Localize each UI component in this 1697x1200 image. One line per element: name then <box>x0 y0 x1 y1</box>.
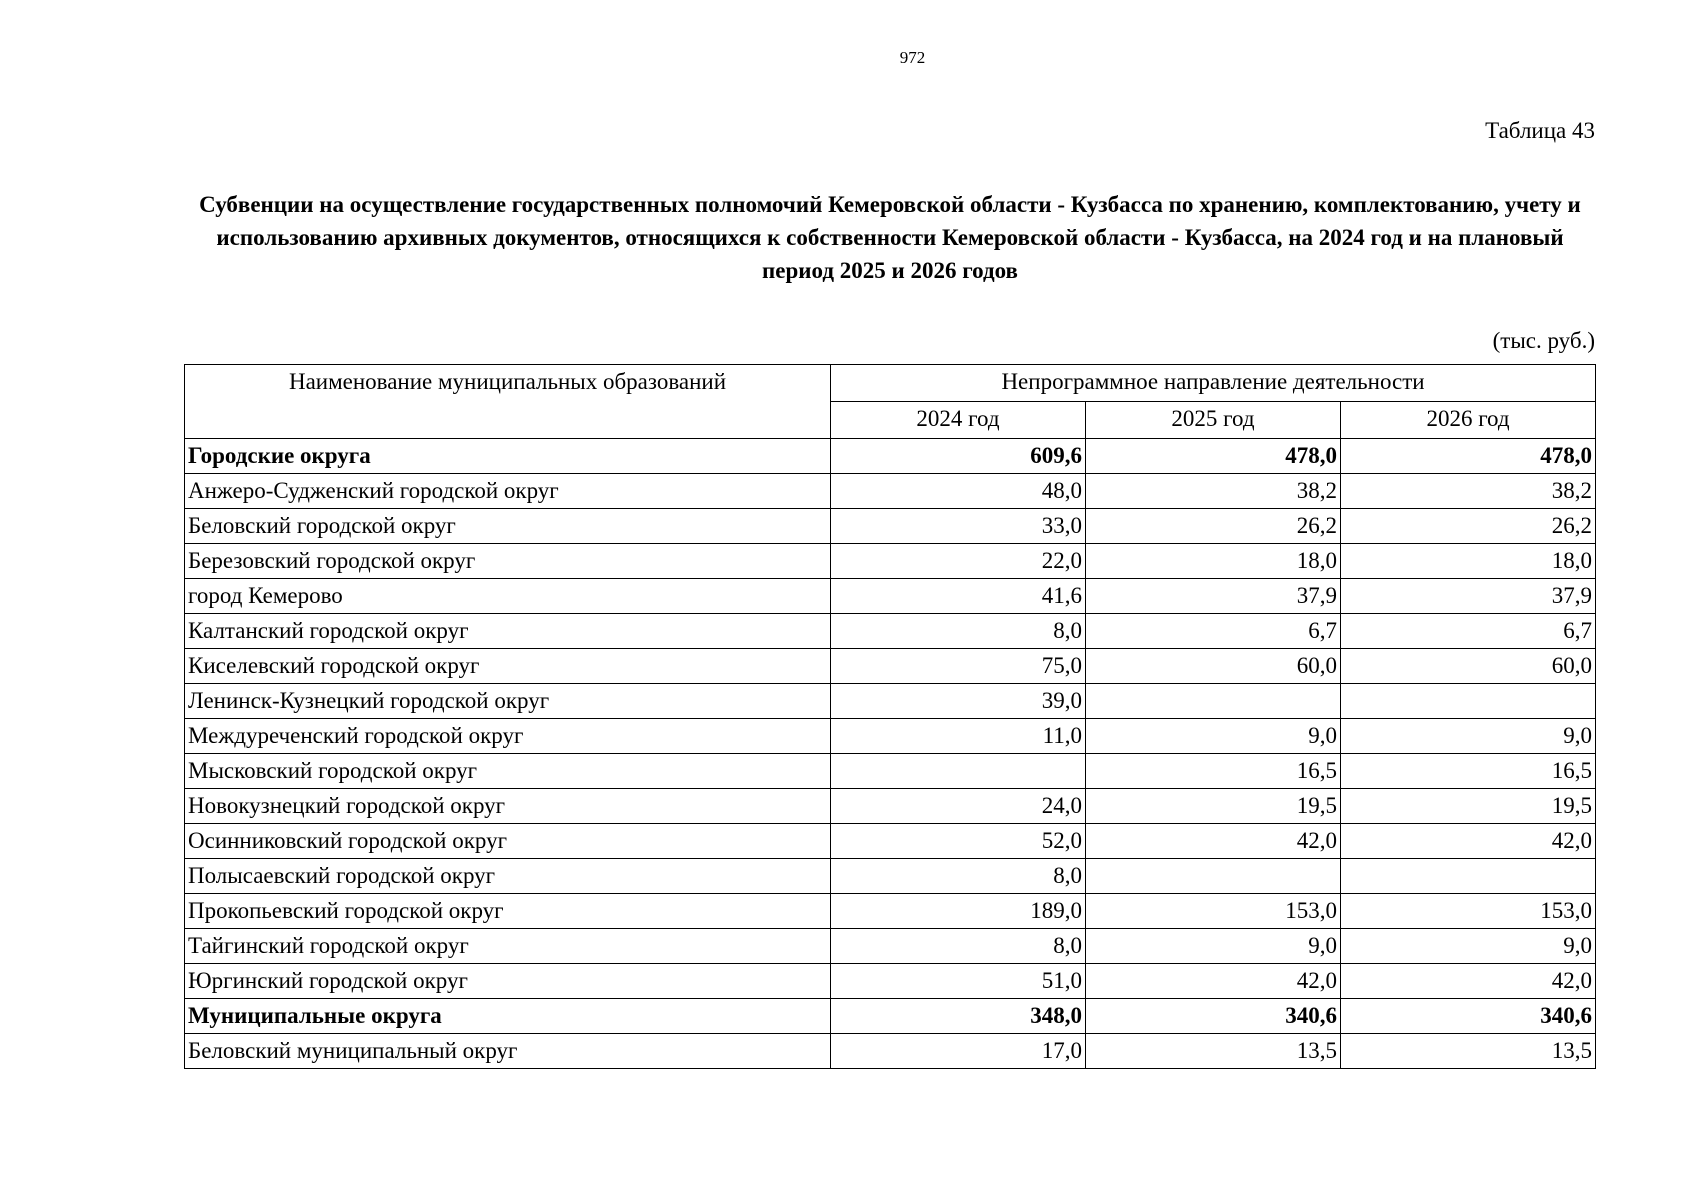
value-2026-cell: 18,0 <box>1341 544 1596 579</box>
municipality-name-cell: Осинниковский городской округ <box>185 824 831 859</box>
municipality-name-cell: Беловский муниципальный округ <box>185 1034 831 1069</box>
column-header-2026: 2026 год <box>1341 402 1596 439</box>
column-header-2024: 2024 год <box>831 402 1086 439</box>
value-2026-cell: 13,5 <box>1341 1034 1596 1069</box>
table-row <box>185 999 1596 1034</box>
value-2025-cell: 37,9 <box>1086 579 1341 614</box>
column-header-municipality: Наименование муниципальных образований <box>185 365 831 439</box>
table-row <box>185 649 1596 684</box>
table-row <box>185 929 1596 964</box>
value-2025-cell: 60,0 <box>1086 649 1341 684</box>
value-2024-cell: 39,0 <box>831 684 1086 719</box>
municipality-name-cell: Тайгинский городской округ <box>185 929 831 964</box>
value-2024-cell: 348,0 <box>831 999 1086 1034</box>
value-2025-cell: 19,5 <box>1086 789 1341 824</box>
municipality-name-cell: Киселевский городской округ <box>185 649 831 684</box>
value-2024-cell <box>831 754 1086 789</box>
subvention-table <box>184 364 1596 1069</box>
value-2026-cell: 153,0 <box>1341 894 1596 929</box>
table-row <box>185 754 1596 789</box>
table-row <box>185 1034 1596 1069</box>
municipality-name-cell: город Кемерово <box>185 579 831 614</box>
table-row <box>185 684 1596 719</box>
municipality-name-cell: Юргинский городской округ <box>185 964 831 999</box>
column-header-2025: 2025 год <box>1086 402 1341 439</box>
value-2026-cell: 38,2 <box>1341 474 1596 509</box>
value-2024-cell: 609,6 <box>831 439 1086 474</box>
municipality-name-cell: Прокопьевский городской округ <box>185 894 831 929</box>
value-2026-cell: 42,0 <box>1341 964 1596 999</box>
value-2025-cell: 18,0 <box>1086 544 1341 579</box>
municipality-name-cell: Беловский городской округ <box>185 509 831 544</box>
table-row <box>185 789 1596 824</box>
value-2026-cell: 16,5 <box>1341 754 1596 789</box>
table-row <box>185 719 1596 754</box>
municipality-name-cell: Ленинск-Кузнецкий городской округ <box>185 684 831 719</box>
value-2024-cell: 33,0 <box>831 509 1086 544</box>
value-2025-cell: 9,0 <box>1086 929 1341 964</box>
value-2024-cell: 8,0 <box>831 614 1086 649</box>
value-2024-cell: 41,6 <box>831 579 1086 614</box>
value-2026-cell: 60,0 <box>1341 649 1596 684</box>
value-2024-cell: 75,0 <box>831 649 1086 684</box>
value-2025-cell: 16,5 <box>1086 754 1341 789</box>
value-2025-cell: 42,0 <box>1086 964 1341 999</box>
value-2026-cell: 478,0 <box>1341 439 1596 474</box>
value-2024-cell: 52,0 <box>831 824 1086 859</box>
value-2025-cell: 13,5 <box>1086 1034 1341 1069</box>
municipality-name-cell: Муниципальные округа <box>185 999 831 1034</box>
value-2024-cell: 11,0 <box>831 719 1086 754</box>
table-body <box>185 439 1596 1069</box>
value-2024-cell: 8,0 <box>831 929 1086 964</box>
municipality-name-cell: Калтанский городской округ <box>185 614 831 649</box>
value-2026-cell: 9,0 <box>1341 929 1596 964</box>
units-label: (тыс. руб.) <box>1492 328 1595 353</box>
municipality-name-cell: Новокузнецкий городской округ <box>185 789 831 824</box>
value-2025-cell: 153,0 <box>1086 894 1341 929</box>
value-2025-cell: 9,0 <box>1086 719 1341 754</box>
value-2026-cell: 26,2 <box>1341 509 1596 544</box>
value-2026-cell <box>1341 859 1596 894</box>
municipality-name-cell: Полысаевский городской округ <box>185 859 831 894</box>
table-row <box>185 894 1596 929</box>
municipality-name-cell: Березовский городской округ <box>185 544 831 579</box>
value-2024-cell: 189,0 <box>831 894 1086 929</box>
table-row <box>185 439 1596 474</box>
table-row <box>185 614 1596 649</box>
value-2026-cell: 19,5 <box>1341 789 1596 824</box>
table-row <box>185 509 1596 544</box>
value-2025-cell <box>1086 859 1341 894</box>
value-2025-cell: 6,7 <box>1086 614 1341 649</box>
municipality-name-cell: Анжеро-Судженский городской округ <box>185 474 831 509</box>
table-row <box>185 474 1596 509</box>
table-row <box>185 964 1596 999</box>
value-2026-cell: 9,0 <box>1341 719 1596 754</box>
municipality-name-cell: Междуреченский городской округ <box>185 719 831 754</box>
table-row <box>185 579 1596 614</box>
table-row <box>185 544 1596 579</box>
document-title: Субвенции на осуществление государственных полномочий Кемеровской области - Кузбасса по хранению, комплектованию, учету и использованию архивных документов, относящихся к собственности Кемеровской области - Кузбасса, на 2024 год и на плановый период 2025 и 2026 годов <box>199 192 1581 283</box>
page-number: 972 <box>899 48 926 67</box>
table-row <box>185 859 1596 894</box>
value-2026-cell: 6,7 <box>1341 614 1596 649</box>
column-header-group: Непрограммное направление деятельности <box>831 365 1596 402</box>
value-2026-cell: 340,6 <box>1341 999 1596 1034</box>
value-2024-cell: 17,0 <box>831 1034 1086 1069</box>
municipality-name-cell: Городские округа <box>185 439 831 474</box>
value-2026-cell <box>1341 684 1596 719</box>
value-2024-cell: 8,0 <box>831 859 1086 894</box>
value-2024-cell: 51,0 <box>831 964 1086 999</box>
value-2025-cell: 478,0 <box>1086 439 1341 474</box>
value-2026-cell: 37,9 <box>1341 579 1596 614</box>
municipality-name-cell: Мысковский городской округ <box>185 754 831 789</box>
value-2024-cell: 48,0 <box>831 474 1086 509</box>
value-2025-cell <box>1086 684 1341 719</box>
value-2025-cell: 340,6 <box>1086 999 1341 1034</box>
value-2025-cell: 42,0 <box>1086 824 1341 859</box>
table-row <box>185 824 1596 859</box>
value-2025-cell: 38,2 <box>1086 474 1341 509</box>
table-label: Таблица 43 <box>1485 118 1595 143</box>
value-2025-cell: 26,2 <box>1086 509 1341 544</box>
value-2026-cell: 42,0 <box>1341 824 1596 859</box>
value-2024-cell: 24,0 <box>831 789 1086 824</box>
value-2024-cell: 22,0 <box>831 544 1086 579</box>
